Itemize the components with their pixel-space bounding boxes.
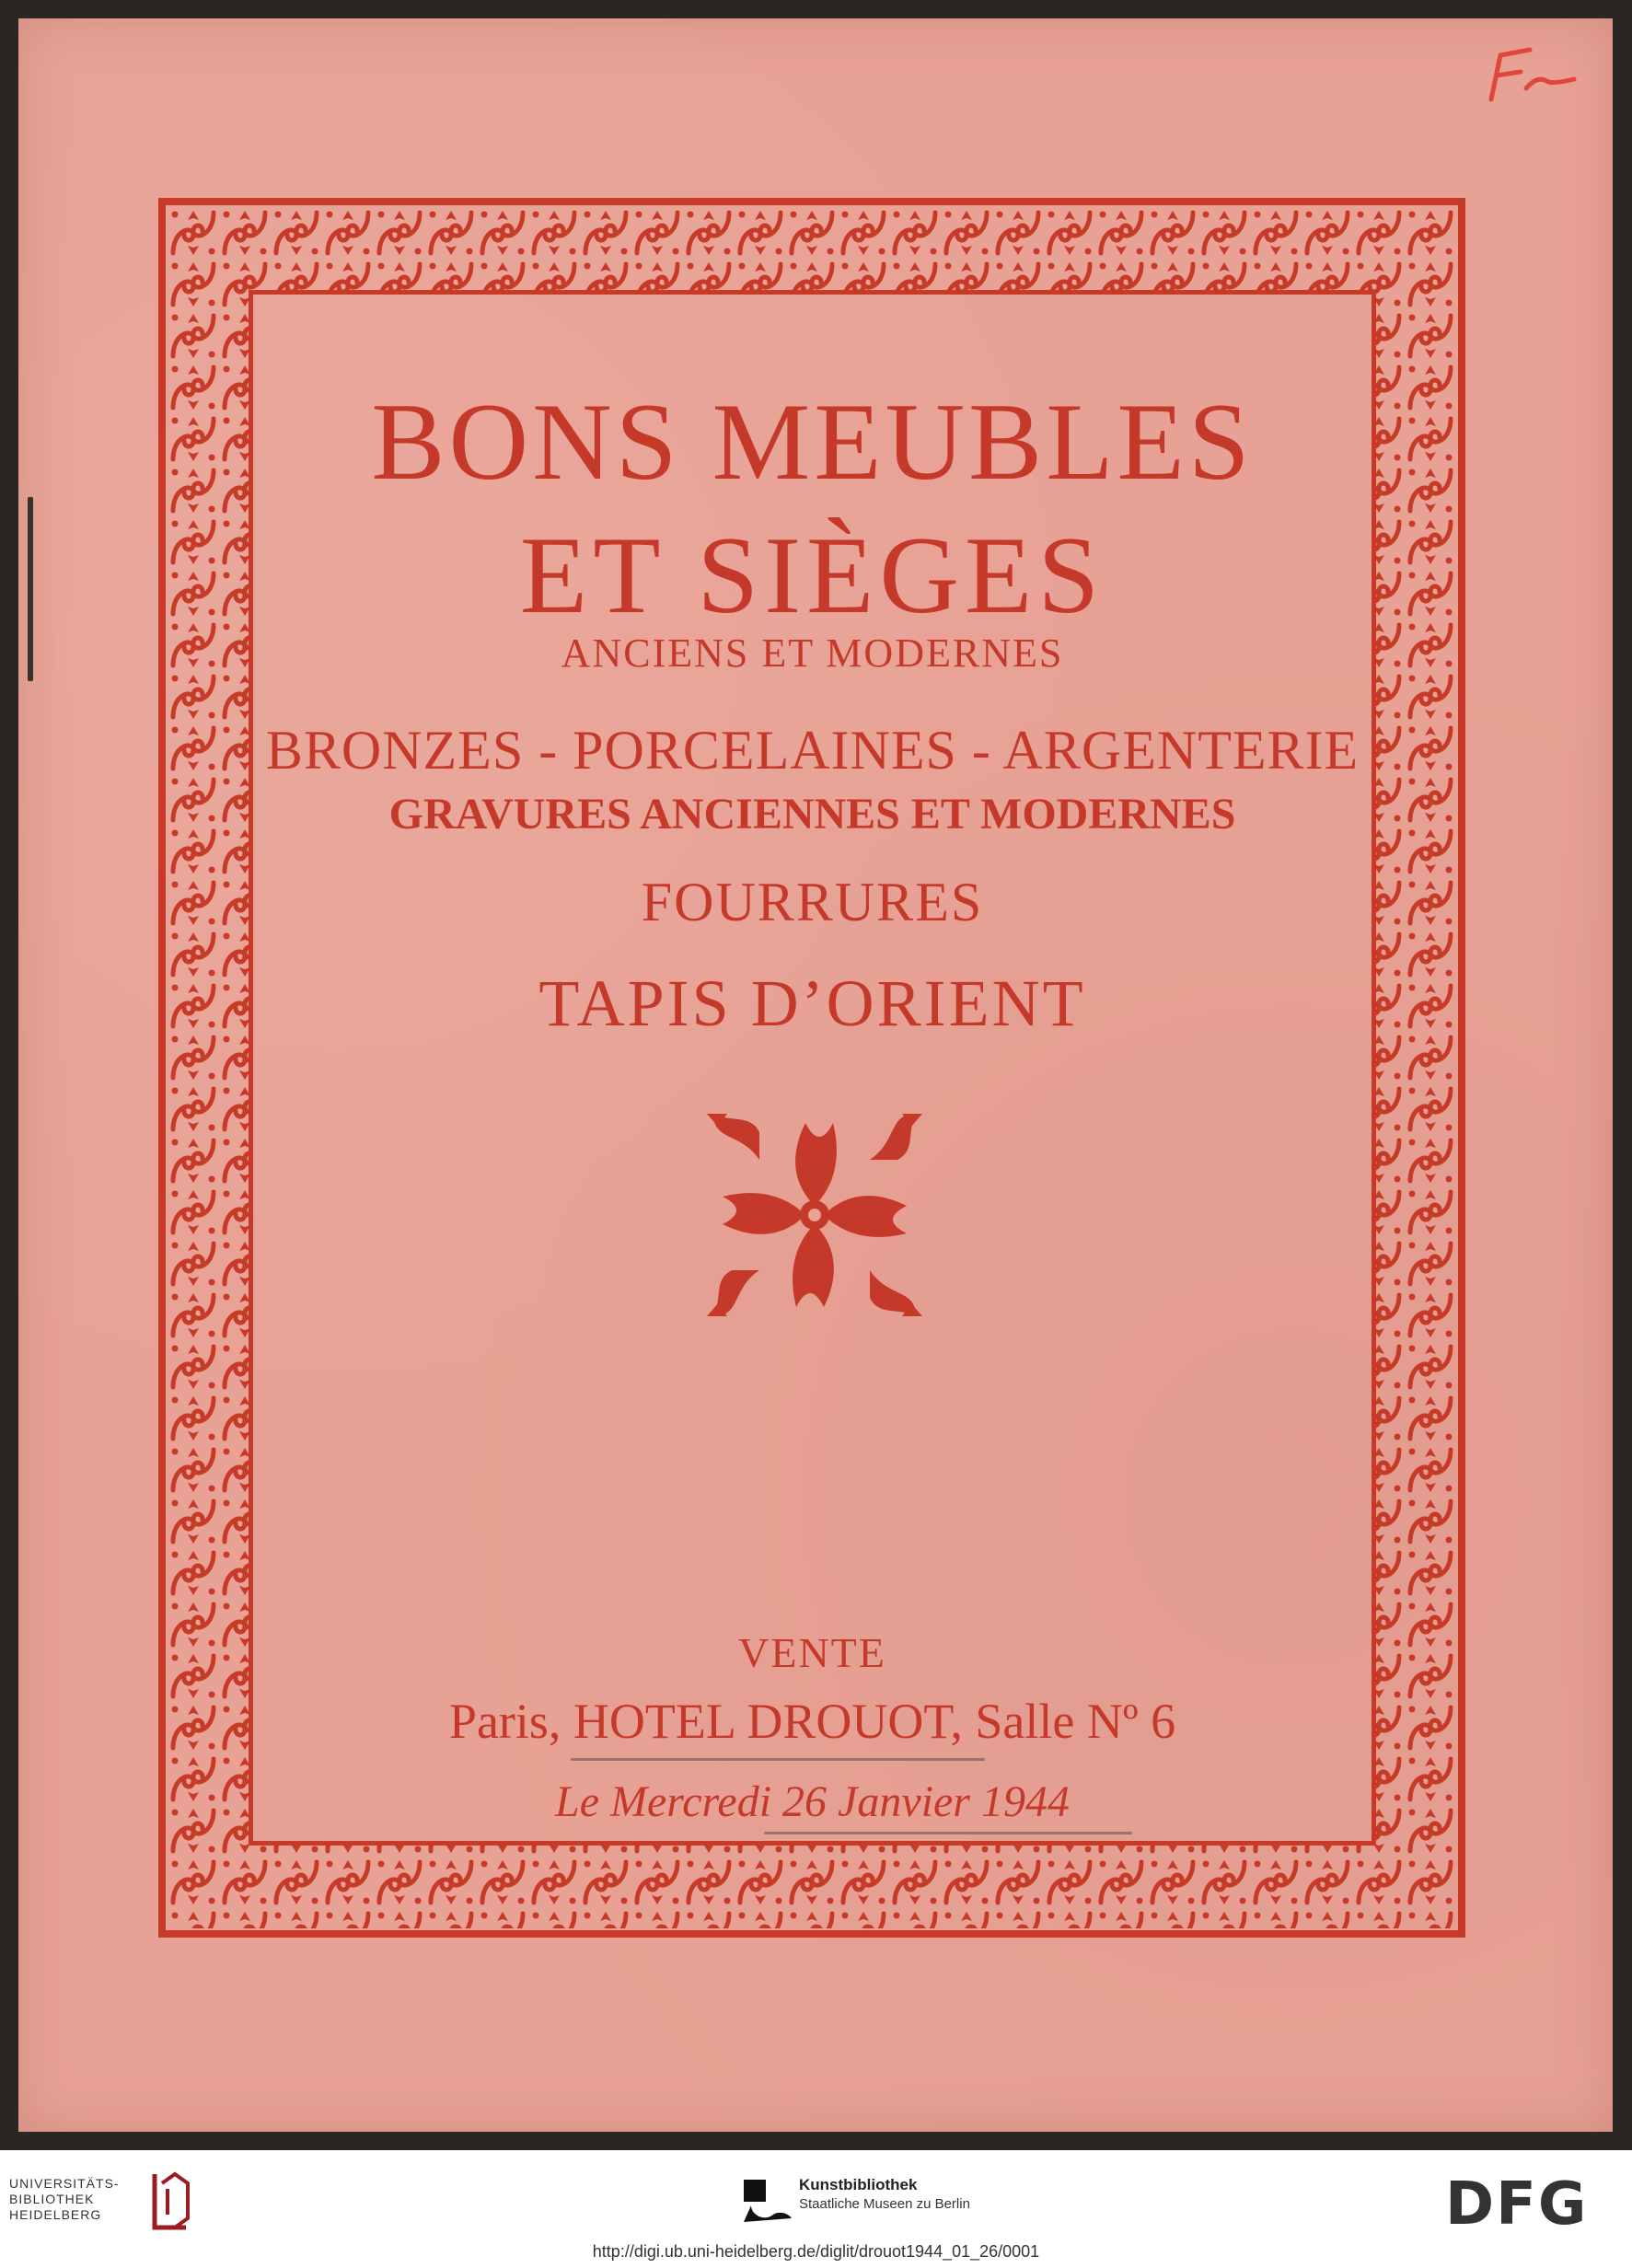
university-logo-icon bbox=[149, 2170, 193, 2231]
central-ornament bbox=[700, 1105, 930, 1325]
line-bronzes: BRONZES - PORCELAINES - ARGENTERIE bbox=[265, 720, 1360, 781]
university-logo-text: UNIVERSITÄTS- BIBLIOTHEK HEIDELBERG bbox=[9, 2176, 120, 2222]
line-tapis: TAPIS D’ORIENT bbox=[538, 966, 1086, 1040]
dfg-logo: DFG bbox=[1445, 2170, 1589, 2239]
date-line: Le Mercredi 26 Janvier 1944 bbox=[555, 1777, 1070, 1826]
title-line-1: BONS MEUBLES bbox=[371, 380, 1254, 503]
venue-line: Paris, HOTEL DROUOT, Salle Nº 6 bbox=[448, 1694, 1176, 1749]
title-line-2: ET SIÈGES bbox=[519, 514, 1105, 636]
line-gravures: GRAVURES ANCIENNES ET MODERNES bbox=[388, 790, 1236, 839]
subtitle: ANCIENS ET MODERNES bbox=[561, 631, 1064, 676]
handwritten-mark bbox=[1473, 44, 1583, 109]
library-subtitle: Staatliche Museen zu Berlin bbox=[799, 2196, 970, 2212]
staple bbox=[28, 497, 33, 681]
vente-label: VENTE bbox=[738, 1629, 886, 1676]
library-name: Kunstbibliothek bbox=[799, 2176, 918, 2193]
line-fourrures: FOURRURES bbox=[641, 872, 984, 932]
pencil-underline bbox=[571, 1758, 985, 1761]
pencil-underline bbox=[764, 1832, 1132, 1834]
kunstbibliothek-logo-icon bbox=[742, 2178, 793, 2224]
source-url-link[interactable]: http://digi.ub.uni-heidelberg.de/diglit/drouot1944_01_26/0001 bbox=[592, 2242, 1040, 2261]
